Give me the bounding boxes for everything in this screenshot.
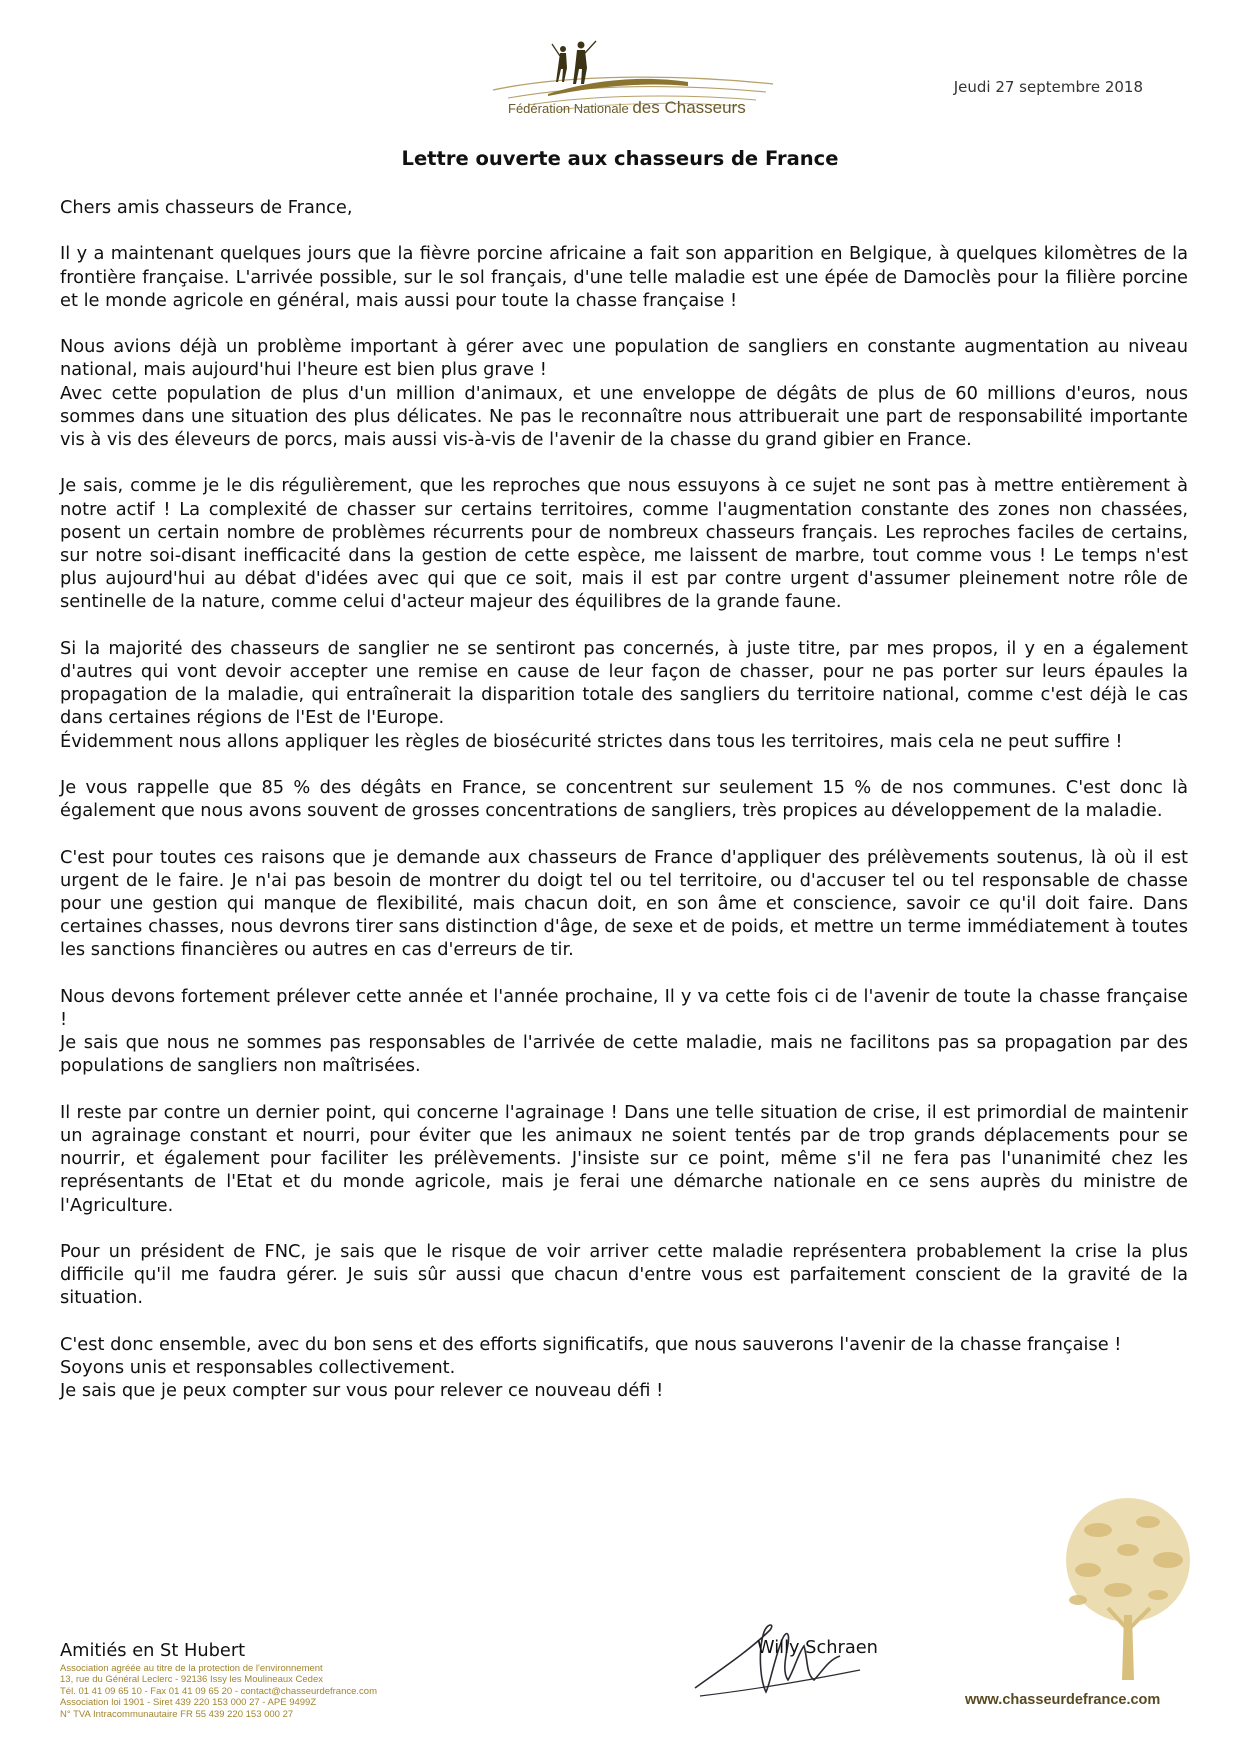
footer-line: 13, rue du Général Leclerc - 92136 Issy les Moulineaux Cedex [60, 1674, 323, 1686]
animal-tree-watermark [1038, 1490, 1218, 1690]
paragraph: Je sais, comme je le dis régulièrement, que les reproches que nous essuyons à ce sujet ne sont pas à mettre entièrement à notre actif ! La complexité de chasser sur certains territoires, comme l'augmentation constante des zones non chassées, posent un certain nombre de problèmes récurrents pour de nombreux chasseurs français. Les reproches faciles de certains, sur notre soi-disant inefficacité dans la gestion de cette espèce, me laissent de marbre, tout comme vous ! Le temps n'est plus aujourd'hui au débat d'idées avec qui que ce soit, mais il est par contre urgent d'assumer pleinement notre rôle de sentinelle de la nature, comme celui d'acteur majeur des équilibres de la grande faune. [60, 475, 1188, 613]
paragraph: C'est pour toutes ces raisons que je demande aux chasseurs de France d'appliquer des prélèvements soutenus, là où il est urgent de le faire. Je n'ai pas besoin de montrer du doigt tel ou tel territoire, ou d'accuser tel ou tel responsable de chasse pour une gestion qui manque de flexibilité, mais chacun doit, en son âme et conscience, savoir ce qu'il doit faire. Dans certaines chasses, nous devrons tirer sans distinction d'âge, de sexe et de poids, et mettre un terme immédiatement à toutes les sanctions financières ou autres en cas d'erreurs de tir. [60, 846, 1188, 961]
paragraph-line: C'est donc ensemble, avec du bon sens et des efforts significatifs, que nous sauverons l'avenir de la chasse française ! Soyons unis et responsables collectivement. [60, 1333, 1122, 1378]
logo-text-big: des Chasseurs [632, 98, 746, 117]
paragraph-line: Nous avions déjà un problème important à gérer avec une population de sangliers en constante augmentation au niveau national, mais aujourd'hui l'heure est bien plus grave ! [60, 336, 1188, 381]
letter-title: Lettre ouverte aux chasseurs de France [401, 147, 839, 170]
paragraph [60, 985, 1188, 1078]
paragraph-line: Si la majorité des chasseurs de sanglier ne se sentiront pas concernés, à juste titre, par mes propos, il y en a également d'autres qui vont devoir accepter une remise en cause de leur façon de chasser, pour ne pas porter sur leurs épaules la propagation de la maladie, qui entraînerait la disparition totale des sangliers du territoire national, comme c'est déjà le cas dans certaines régions de l'Est de l'Europe. [60, 637, 1188, 729]
paragraph: Je vous rappelle que 85 % des dégâts en France, se concentrent sur seulement 15 % de nos communes. C'est donc là également que nous avons souvent de grosses concentrations de sangliers, très propices au développement de la maladie. [60, 777, 1188, 822]
signatory-name: Willy Schraen [757, 1637, 878, 1658]
footer-line: N° TVA Intracommunautaire FR 55 439 220 153 000 27 [60, 1708, 294, 1720]
paragraph-line: Je sais que je peux compter sur vous pour relever ce nouveau défi ! [60, 1380, 664, 1402]
paragraph [60, 1333, 1188, 1403]
paragraph [60, 637, 1188, 753]
footer-line: Association agréée au titre de la protection de l'environnement [60, 1663, 323, 1674]
footer-line: Tél. 01 41 09 65 10 - Fax 01 41 09 65 20 - contact@chasseurdefrance.com [60, 1685, 377, 1697]
letter-body [60, 196, 1188, 1426]
paragraph: Il reste par contre un dernier point, qui concerne l'agrainage ! Dans une telle situation de crise, il est primordial de maintenir un agrainage constant et nourri, pour éviter que les animaux ne soient tentés par de trop grands déplacements pour se nourrir, et également pour faciliter les prélèvements. J'insiste sur ce point, même s'il ne fera pas l'unanimité chez les représentants de l'Etat et du monde agricole, mais je ferai une démarche nationale en ce sens auprès du ministre de l'Agriculture. [60, 1101, 1188, 1216]
paragraph-line: Nous devons fortement prélever cette année et l'année prochaine, Il y va cette fois ci de l'avenir de toute la chasse française ! [60, 985, 1188, 1030]
logo-text [508, 98, 746, 118]
footer-address [60, 1663, 377, 1720]
greeting: Chers amis chasseurs de France, [60, 197, 353, 218]
website-link[interactable]: www.chasseurdefrance.com [965, 1692, 1161, 1708]
paragraph: Il y a maintenant quelques jours que la fièvre porcine africaine a fait son apparition en Belgique, à quelques kilomètres de la frontière française. L'arrivée possible, sur le sol français, d'une telle maladie est une épée de Damoclès pour la filière porcine et le monde agricole en général, mais aussi pour toute la chasse française ! [60, 243, 1188, 311]
paragraph: Pour un président de FNC, je sais que le risque de voir arriver cette maladie représentera probablement la crise la plus difficile qu'il me faudra gérer. Je suis sûr aussi que chacun d'entre vous est parfaitement conscient de la gravité de la situation. [60, 1241, 1188, 1309]
footer-line: Association loi 1901 - Siret 439 220 153 000 27 - APE 9499Z [60, 1697, 317, 1709]
closing-salutation: Amitiés en St Hubert [60, 1640, 246, 1661]
paragraph-line: Avec cette population de plus d'un million d'animaux, et une enveloppe de dégâts de plus de 60 millions d'euros, nous sommes dans une situation des plus délicates. Ne pas le reconnaître nous attribuerait une part de responsabilité importante vis à vis des éleveurs de porcs, mais aussi vis-à-vis de l'avenir de la chasse du grand gibier en France. [60, 382, 1188, 450]
paragraph [60, 335, 1188, 451]
paragraph-line: Je sais que nous ne sommes pas responsables de l'arrivée de cette maladie, mais ne facilitons pas sa propagation par des populations de sangliers non maîtrisées. [60, 1032, 1188, 1077]
letter-date: Jeudi 27 septembre 2018 [953, 78, 1143, 96]
logo-text-small: Fédération Nationale [508, 101, 629, 116]
paragraph-line: Évidemment nous allons appliquer les règles de biosécurité strictes dans tous les territoires, mais cela ne peut suffire ! [60, 730, 1123, 752]
